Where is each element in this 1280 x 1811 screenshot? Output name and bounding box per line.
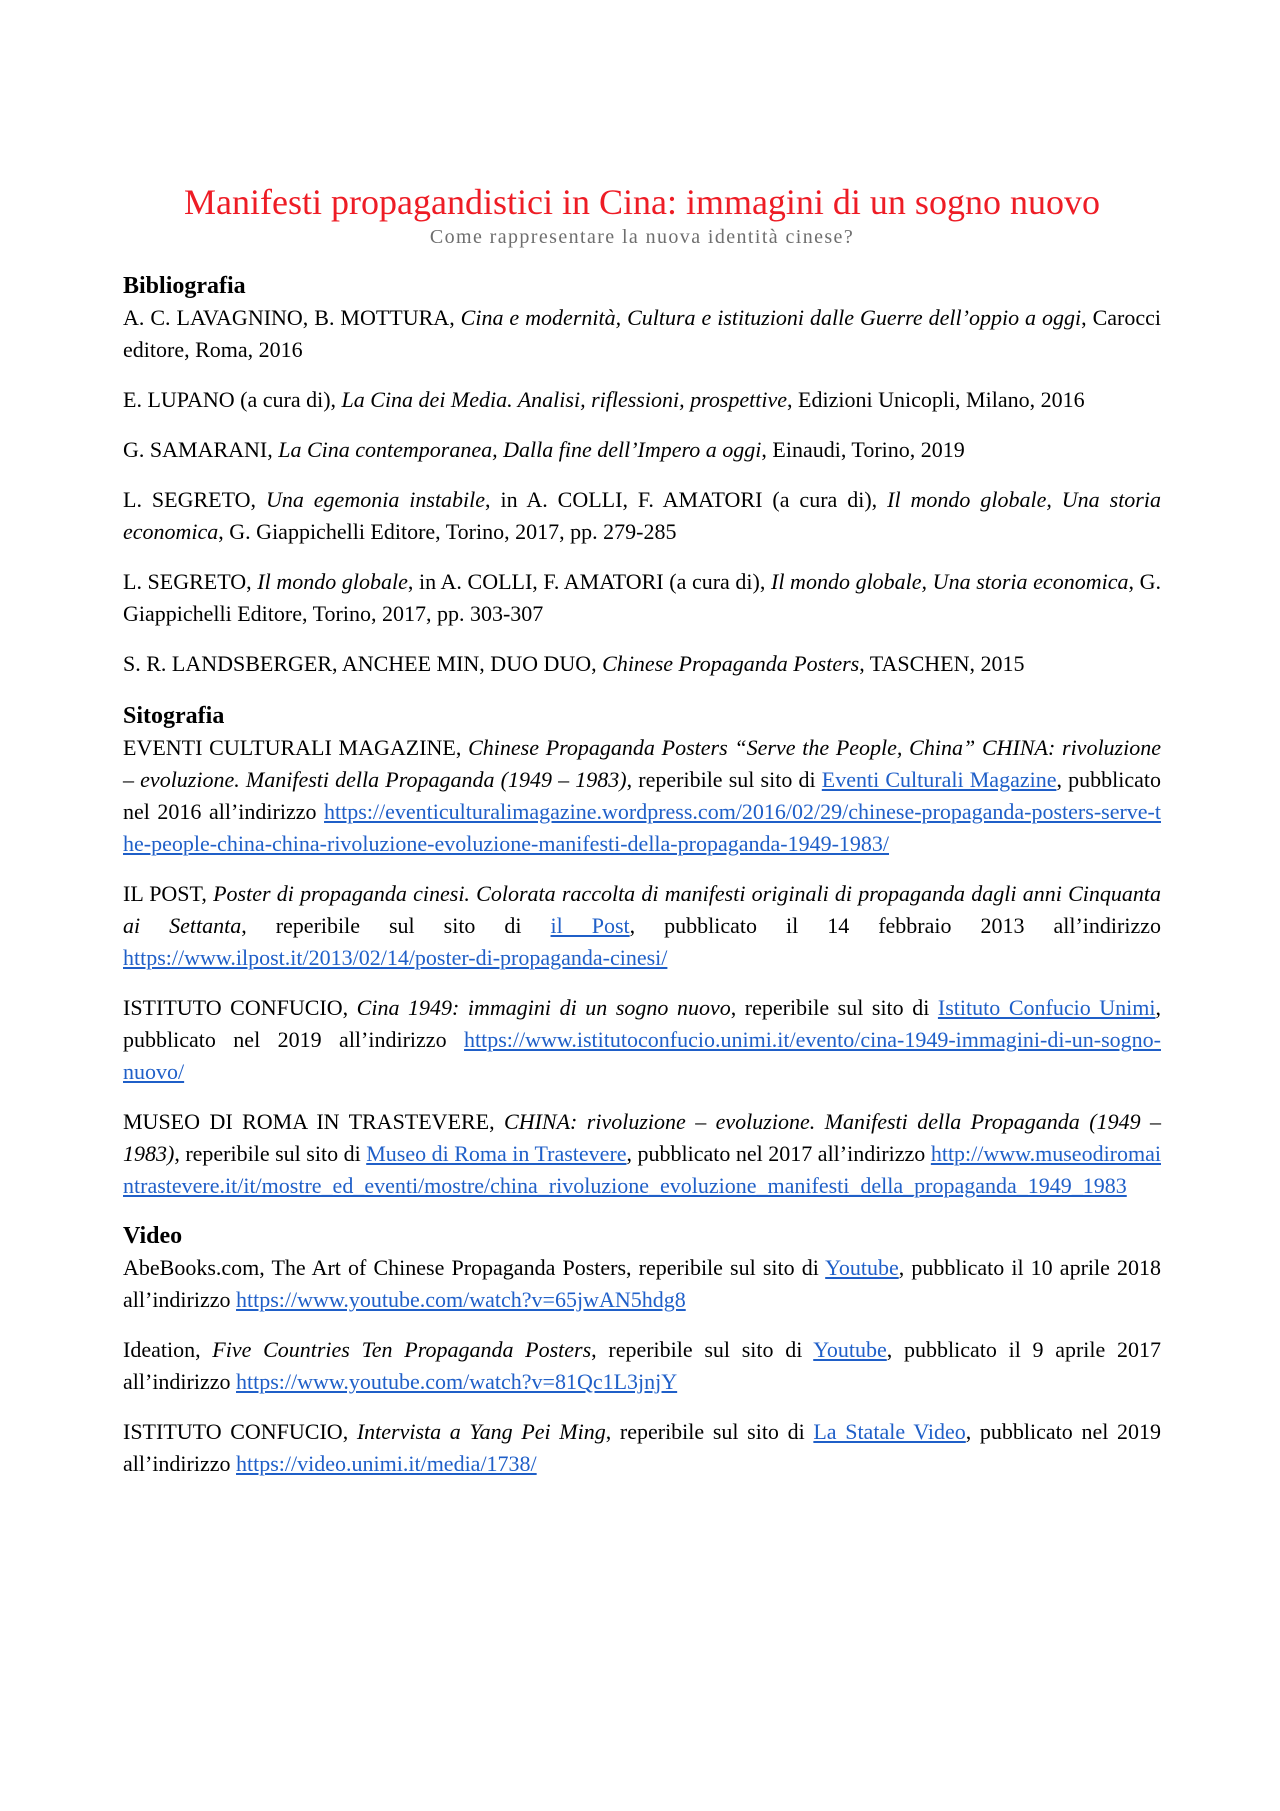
entry-text: , pubblicato il 9 aprile 2017 all’indirizzo <box>123 1337 1161 1394</box>
url-link[interactable]: https://eventiculturalimagazine.wordpress.com/2016/02/29/chinese-propaganda-posters-serve-the-people-china-china-rivoluzione-evoluzione-manifesti-della-propaganda-1949-1983/ <box>123 799 1161 856</box>
bibliography-entry <box>123 566 1161 630</box>
document-content <box>123 180 1161 1498</box>
site-link[interactable]: Youtube <box>813 1337 887 1362</box>
entry-text: , reperibile sul sito di <box>591 1337 814 1362</box>
entry-author: ISTITUTO CONFUCIO, <box>123 995 357 1020</box>
site-link[interactable]: Eventi Culturali Magazine <box>821 767 1057 792</box>
entry-publisher: , G. Giappichelli Editore, Torino, 2017, pp. 303-307 <box>123 569 1161 626</box>
entry-title: Cina e modernità, Cultura e istituzioni dalle Guerre dell’oppio a oggi <box>460 305 1082 330</box>
entry-book-title: Il mondo globale, Una storia economica <box>123 487 1161 544</box>
entry-title: La Cina dei Media. Analisi, riflessioni, prospettive <box>341 387 788 412</box>
entry-text: , reperibile sul sito di <box>626 1255 826 1280</box>
entry-publisher: , Einaudi, Torino, 2019 <box>761 437 965 462</box>
entry-text: , reperibile sul sito di <box>730 995 938 1020</box>
entry-title: La Cina contemporanea, Dalla fine dell’Impero a oggi <box>278 437 762 462</box>
entry-author: Ideation, <box>123 1337 213 1362</box>
entry-author: EVENTI CULTURALI MAGAZINE, <box>123 735 469 760</box>
entry-editors: , in A. COLLI, F. AMATORI (a cura di), <box>407 569 771 594</box>
web-entry <box>123 992 1161 1088</box>
entry-text: , reperibile sul sito di <box>174 1141 367 1166</box>
entry-publisher: , Carocci editore, Roma, 2016 <box>123 305 1161 362</box>
bibliography-entry <box>123 648 1161 680</box>
entry-text: , reperibile sul sito di <box>605 1419 814 1444</box>
entry-text: , pubblicato nel 2019 all’indirizzo <box>123 995 1161 1052</box>
bibliografia-heading: Bibliografia <box>123 273 246 299</box>
entry-author: E. LUPANO (a cura di), <box>123 387 342 412</box>
web-entry <box>123 878 1161 974</box>
entry-text: , pubblicato il 10 aprile 2018 all’indirizzo <box>123 1255 1162 1312</box>
url-link[interactable]: https://www.youtube.com/watch?v=65jwAN5hdg8 <box>236 1287 686 1312</box>
page-subtitle: Come rappresentare la nuova identità cinese? <box>429 226 855 248</box>
sitografia-heading: Sitografia <box>123 703 225 729</box>
entry-author: A. C. LAVAGNINO, B. MOTTURA, <box>123 305 461 330</box>
entry-publisher: , TASCHEN, 2015 <box>859 651 1025 676</box>
url-link[interactable]: https://www.youtube.com/watch?v=81Qc1L3jnjY <box>236 1369 678 1394</box>
entry-author: MUSEO DI ROMA IN TRASTEVERE, <box>123 1109 505 1134</box>
entry-text: , reperibile sul sito di <box>241 913 551 938</box>
entry-book-title: Il mondo globale, Una storia economica <box>771 569 1129 594</box>
video-section <box>123 1220 1161 1480</box>
entry-author: G. SAMARANI, <box>123 437 279 462</box>
video-entry <box>123 1334 1161 1398</box>
video-heading: Video <box>123 1223 183 1249</box>
url-link[interactable]: http://www.museodiromaintrastevere.it/it/mostre_ed_eventi/mostre/china_rivoluzione_evoluzione_manifesti_della_propaganda_1949_1983 <box>123 1141 1161 1198</box>
entry-author: S. R. LANDSBERGER, ANCHEE MIN, DUO DUO, <box>123 651 603 676</box>
entry-text: , reperibile sul sito di <box>626 767 822 792</box>
entry-title: Poster di propaganda cinesi. Colorata raccolta di manifesti originali di propaganda dagli anni Cinquanta ai Settanta <box>123 881 1161 938</box>
entry-title: Intervista a Yang Pei Ming <box>356 1419 606 1444</box>
entry-title: CHINA: rivoluzione – evoluzione. Manifesti della Propaganda (1949 – 1983) <box>123 1109 1161 1166</box>
site-link[interactable]: il Post <box>550 913 630 938</box>
web-entry <box>123 732 1161 860</box>
entry-author: L. SEGRETO, <box>123 569 258 594</box>
site-link[interactable]: Museo di Roma in Trastevere <box>366 1141 627 1166</box>
entry-author: IL POST, <box>123 881 214 906</box>
bibliography-entry <box>123 384 1161 416</box>
entry-title: Una egemonia instabile <box>265 487 486 512</box>
entry-title: Cina 1949: immagini di un sogno nuovo <box>356 995 731 1020</box>
entry-author: L. SEGRETO, <box>123 487 266 512</box>
entry-publisher: , G. Giappichelli Editore, Torino, 2017, pp. 279-285 <box>218 519 677 544</box>
bibliography-entry <box>123 434 1161 466</box>
entry-publisher: , Edizioni Unicopli, Milano, 2016 <box>787 387 1085 412</box>
site-link[interactable]: Youtube <box>825 1255 899 1280</box>
entry-text: , pubblicato nel 2017 all’indirizzo <box>626 1141 931 1166</box>
video-entry <box>123 1416 1161 1480</box>
entry-title: Five Countries Ten Propaganda Posters <box>212 1337 592 1362</box>
entry-title: Chinese Propaganda Posters “Serve the People, China” CHINA: rivoluzione – evoluzione. Manifesti della Propaganda (1949 – 1983) <box>123 735 1161 792</box>
url-link[interactable]: https://www.istitutoconfucio.unimi.it/evento/cina-1949-immagini-di-un-sogno-nuovo/ <box>123 1027 1161 1084</box>
site-link[interactable]: La Statale Video <box>813 1419 966 1444</box>
entry-author: ISTITUTO CONFUCIO, <box>123 1419 357 1444</box>
web-entry <box>123 1106 1161 1202</box>
sitografia-section <box>123 700 1161 1202</box>
video-entry <box>123 1252 1161 1316</box>
url-link[interactable]: https://www.ilpost.it/2013/02/14/poster-di-propaganda-cinesi/ <box>123 945 668 970</box>
bibliography-entry <box>123 484 1161 548</box>
entry-text: , pubblicato il 14 febbraio 2013 all’indirizzo <box>629 913 1161 938</box>
bibliography-entry <box>123 302 1161 366</box>
entry-author: AbeBooks.com, The Art of Chinese Propaganda Posters <box>123 1255 627 1280</box>
entry-text: , pubblicato nel 2016 all’indirizzo <box>123 767 1162 824</box>
page-title: Manifesti propagandistici in Cina: immagini di un sogno nuovo <box>184 182 1100 222</box>
bibliografia-section <box>123 270 1161 680</box>
entry-title: Chinese Propaganda Posters <box>602 651 860 676</box>
entry-title: Il mondo globale <box>257 569 408 594</box>
url-link[interactable]: https://video.unimi.it/media/1738/ <box>236 1451 537 1476</box>
site-link[interactable]: Istituto Confucio Unimi <box>937 995 1156 1020</box>
entry-editors: , in A. COLLI, F. AMATORI (a cura di), <box>485 487 888 512</box>
entry-text: , pubblicato nel 2019 all’indirizzo <box>123 1419 1161 1476</box>
